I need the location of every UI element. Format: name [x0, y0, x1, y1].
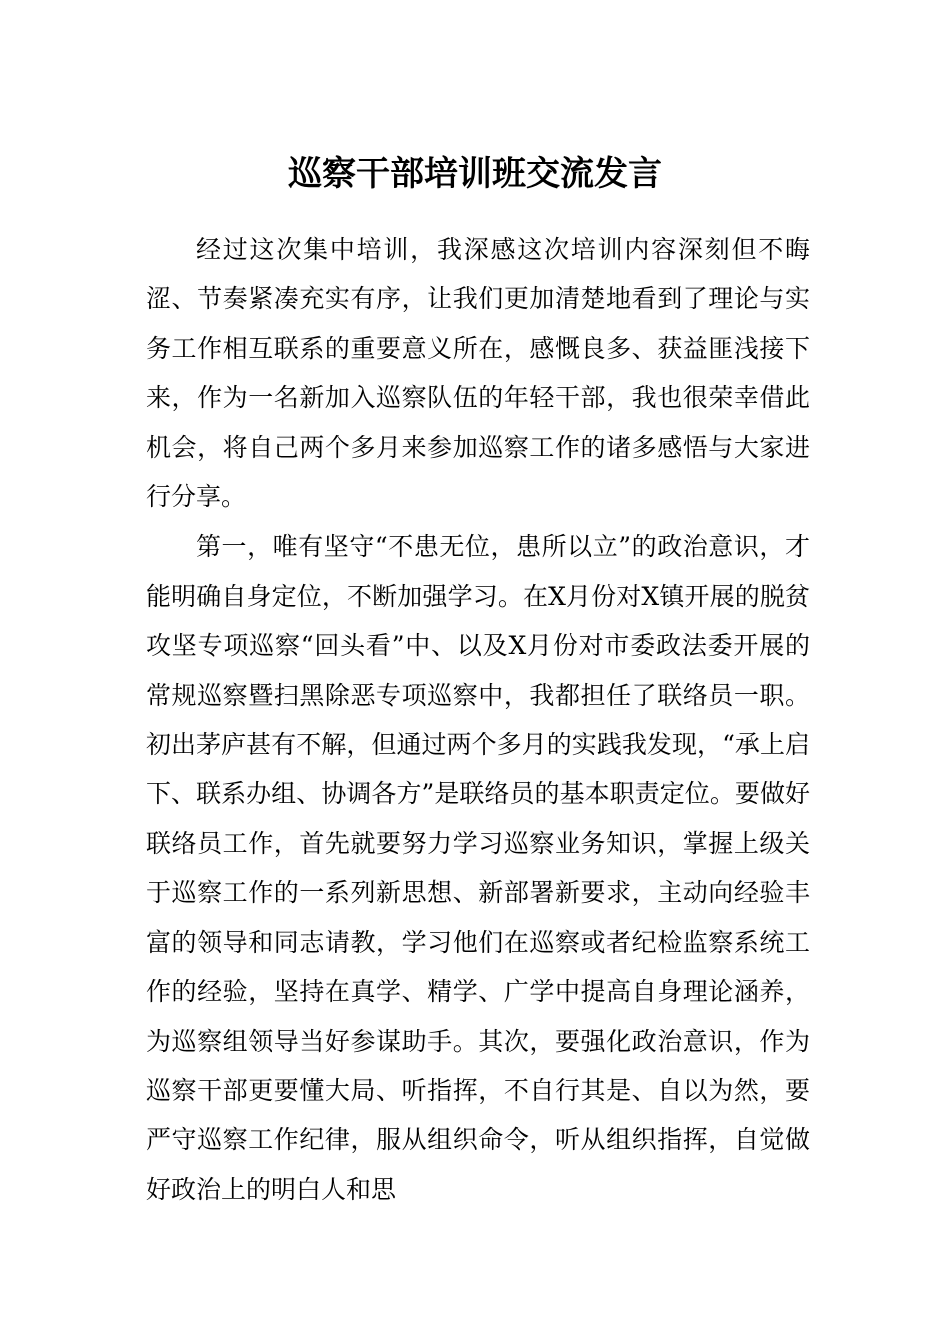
paragraph-first-point: 第一，唯有坚守“不患无位，患所以立”的政治意识，才能明确自身定位，不断加强学习。在X月份对X镇开展的脱贫攻坚专项巡察“回头看”中、以及X月份对市委政法委开展的常规巡察暨扫黑除恶专项巡察中，我都担任了联络员一职。初出茅庐甚有不解，但通过两个多月的实践我发现，“承上启下、联系办组、协调各方”是联络员的基本职责定位。要做好联络员工作，首先就要努力学习巡察业务知识，掌握上级关于巡察工作的一系列新思想、新部署新要求，主动向经验丰富的领导和同志请教，学习他们在巡察或者纪检监察系统工作的经验，坚持在真学、精学、广学中提高自身理论涵养，为巡察组领导当好参谋助手。其次，要强化政治意识，作为巡察干部更要懂大局、听指挥，不自行其是、自以为然，要严守巡察工作纪律，服从组织命令，听从组织指挥，自觉做好政治上的明白人和思: [146, 532, 810, 1204]
document-body: [146, 225, 810, 1214]
paragraph-intro: 经过这次集中培训，我深感这次培训内容深刻但不晦涩、节奏紧凑充实有序，让我们更加清楚地看到了理论与实务工作相互联系的重要意义所在，感慨良多、获益匪浅接下来，作为一名新加入巡察队伍的年轻干部，我也很荣幸借此机会，将自己两个多月来参加巡察工作的诸多感悟与大家进行分享。: [146, 235, 810, 512]
document-title: 巡察干部培训班交流发言: [288, 154, 662, 194]
